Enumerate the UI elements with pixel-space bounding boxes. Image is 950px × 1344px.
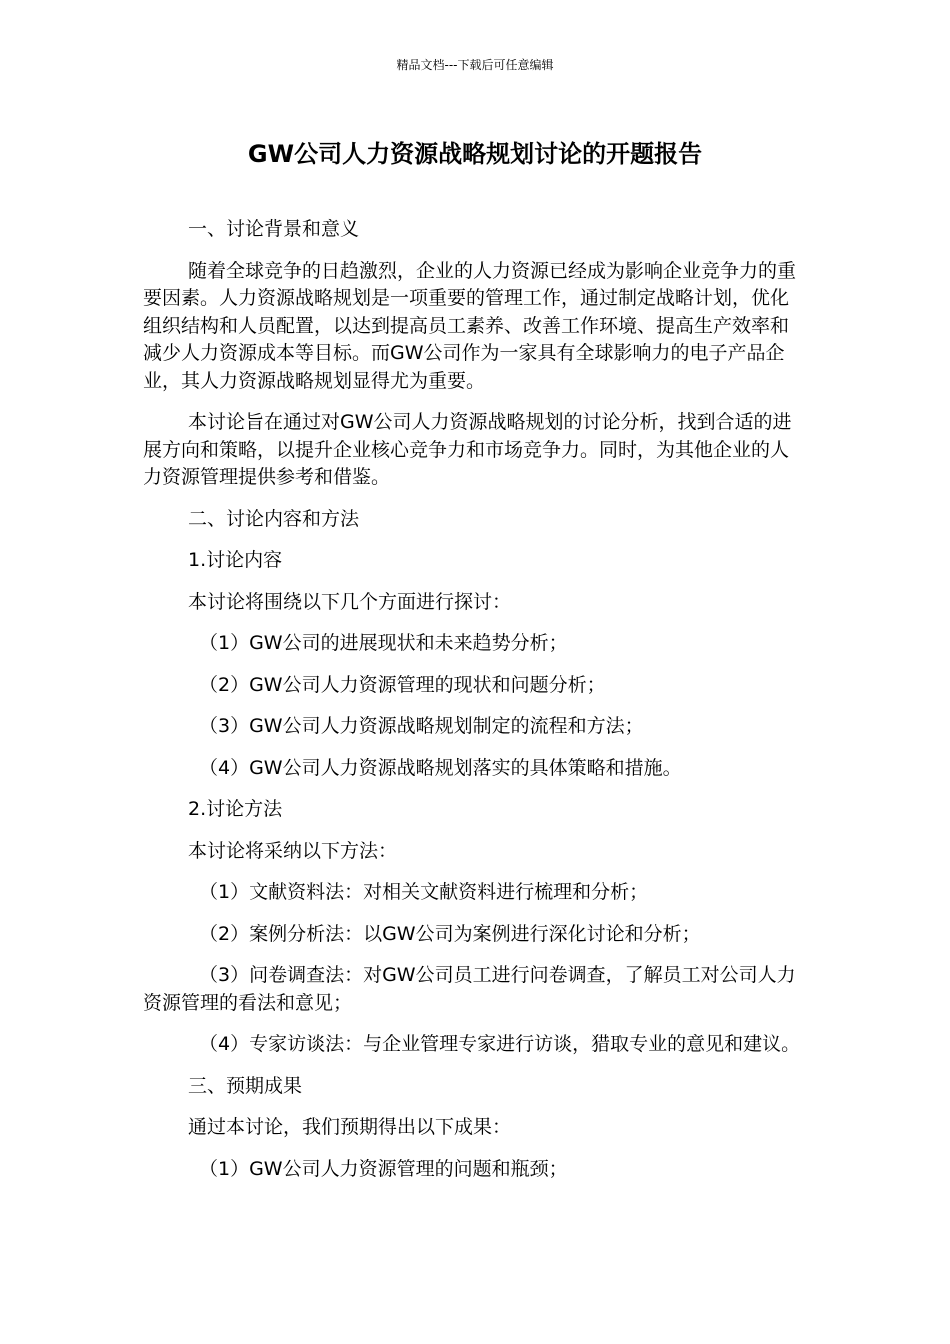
subsection-heading: 2.讨论方法 <box>188 798 283 820</box>
list-item: （3）问卷调查法：对GW公司员工进行问卷调查，了解员工对公司人力资源管理的看法和意见； <box>143 964 796 1014</box>
list-item: （3）GW公司人力资源战略规划制定的流程和方法； <box>199 715 644 737</box>
list-item: （2）GW公司人力资源管理的现状和问题分析； <box>199 673 606 696</box>
list-item: （2）案例分析法：以GW公司为案例进行深化讨论和分析； <box>199 922 701 945</box>
document-title: GW公司人力资源战略规划讨论的开题报告 <box>247 140 703 168</box>
document-body <box>143 216 807 1197</box>
list-item: （1）GW公司人力资源管理的问题和瓶颈； <box>199 1157 568 1180</box>
body-paragraph: 本讨论将围绕以下几个方面进行探讨： <box>188 590 512 613</box>
body-paragraph: 本讨论旨在通过对GW公司人力资源战略规划的讨论分析，找到合适的进展方向和策略，以提升企业核心竞争力和市场竞争力。同时，为其他企业的人力资源管理提供参考和借鉴。 <box>143 411 792 488</box>
list-item: （1）GW公司的进展现状和未来趋势分析； <box>199 632 568 654</box>
body-paragraph: 通过本讨论，我们预期得出以下成果： <box>188 1116 512 1138</box>
list-item: （4）专家访谈法：与企业管理专家进行访谈，猎取专业的意见和建议。 <box>199 1033 801 1055</box>
section-heading: 二、讨论内容和方法 <box>188 507 360 530</box>
body-paragraph: 随着全球竞争的日趋激烈，企业的人力资源已经成为影响企业竞争力的重要因素。人力资源战略规划是一项重要的管理工作，通过制定战略计划，优化组织结构和人员配置，以达到提高员工素养、改善工作环境、提高生产效率和减少人力资源成本等目标。而GW公司作为一家具有全球影响力的电子产品企业，其人力资源战略规划显得尤为重要。 <box>143 259 797 392</box>
section-heading: 三、预期成果 <box>188 1074 303 1097</box>
section-heading: 一、讨论背景和意义 <box>188 218 360 240</box>
page-header: 精品文档---下载后可任意编辑 <box>396 58 554 72</box>
list-item: （1）文献资料法：对相关文献资料进行梳理和分析； <box>199 881 649 903</box>
body-paragraph: 本讨论将采纳以下方法： <box>188 839 398 862</box>
list-item: （4）GW公司人力资源战略规划落实的具体策略和措施。 <box>199 756 682 779</box>
subsection-heading: 1.讨论内容 <box>188 549 283 571</box>
